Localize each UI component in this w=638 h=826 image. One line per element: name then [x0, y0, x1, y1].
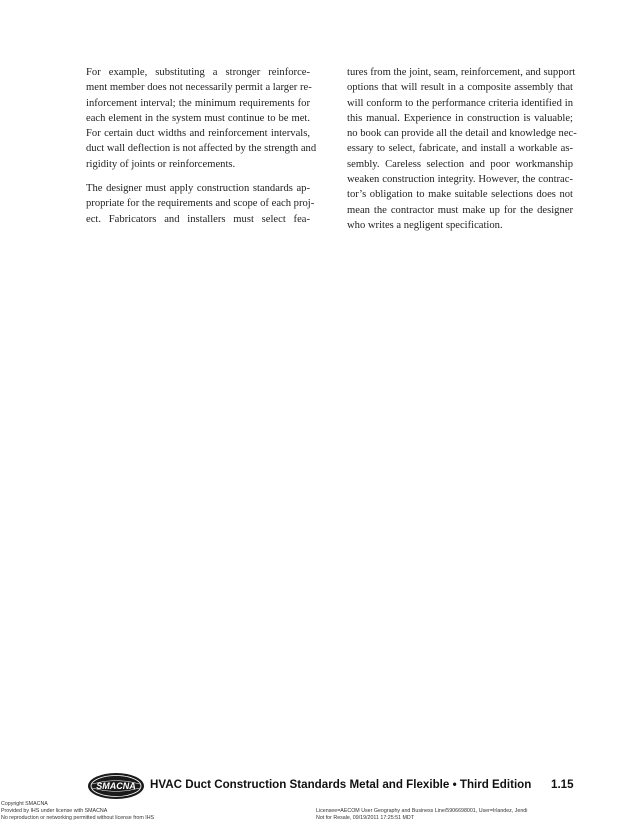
- legal-line: Licensee=AECOM User Geography and Business Line/5906698001, User=Irlandez, Jendi: [316, 808, 528, 814]
- left-paragraph-2: [86, 181, 315, 227]
- legal-line: Not for Resale, 09/19/2011 17:25:51 MDT: [316, 815, 414, 821]
- edition-label: Third Edition: [459, 778, 532, 791]
- smacna-logo: [86, 771, 146, 801]
- text-line: will conform to the performance criteria identified in: [347, 97, 573, 109]
- legal-notice-left: [1, 801, 154, 822]
- text-line: weaken construction integrity. However, the contrac-: [347, 174, 573, 186]
- text-line: sembly. Careless selection and poor workmanship: [347, 158, 573, 170]
- right-paragraph-1: [347, 65, 577, 233]
- text-line: ect. Fabricators and installers must select fea-: [86, 213, 310, 225]
- footer-title: [150, 778, 531, 791]
- text-line: no book can provide all the detail and knowledge nec-: [347, 128, 577, 140]
- logo-text: SMACNA: [96, 781, 136, 791]
- text-line: mean the contractor must make up for the designer: [347, 204, 573, 216]
- text-line: The designer must apply construction standards ap-: [86, 183, 310, 195]
- text-line: tor’s obligation to make suitable selections does not: [347, 189, 573, 201]
- text-line: each element in the system must continue to be met.: [86, 112, 310, 124]
- legal-notice-right: [316, 808, 527, 822]
- left-paragraph-1: [86, 65, 317, 172]
- text-line: duct wall deflection is not affected by the strength and: [86, 143, 317, 155]
- text-line: inforcement interval; the minimum requirements for: [86, 97, 310, 109]
- text-line: For certain duct widths and reinforcement intervals,: [86, 128, 310, 140]
- text-line: options that will result in a composite assembly that: [347, 82, 573, 94]
- legal-line: Provided by IHS under license with SMACNA: [1, 808, 108, 814]
- text-line: who writes a negligent specification.: [347, 219, 503, 231]
- legal-line: Copyright SMACNA: [1, 801, 48, 807]
- text-line: tures from the joint, seam, reinforcement, and support: [347, 67, 576, 78]
- text-line: propriate for the requirements and scope of each proj-: [86, 198, 315, 210]
- text-line: For example, substituting a stronger reinforce-: [86, 67, 310, 78]
- document-title: HVAC Duct Construction Standards Metal and Flexible: [150, 778, 450, 791]
- text-line: essary to select, fabricate, and install a workable as-: [347, 143, 573, 155]
- text-line: this manual. Experience in construction is valuable;: [347, 112, 573, 124]
- title-separator: •: [452, 778, 457, 791]
- page-number: 1.15: [551, 778, 574, 791]
- legal-line: No reproduction or networking permitted without license from IHS: [1, 815, 155, 821]
- text-line: rigidity of joints or reinforcements.: [86, 158, 236, 170]
- left-column: [86, 65, 317, 227]
- right-column: [347, 65, 577, 233]
- text-line: ment member does not necessarily permit a larger re-: [86, 82, 312, 94]
